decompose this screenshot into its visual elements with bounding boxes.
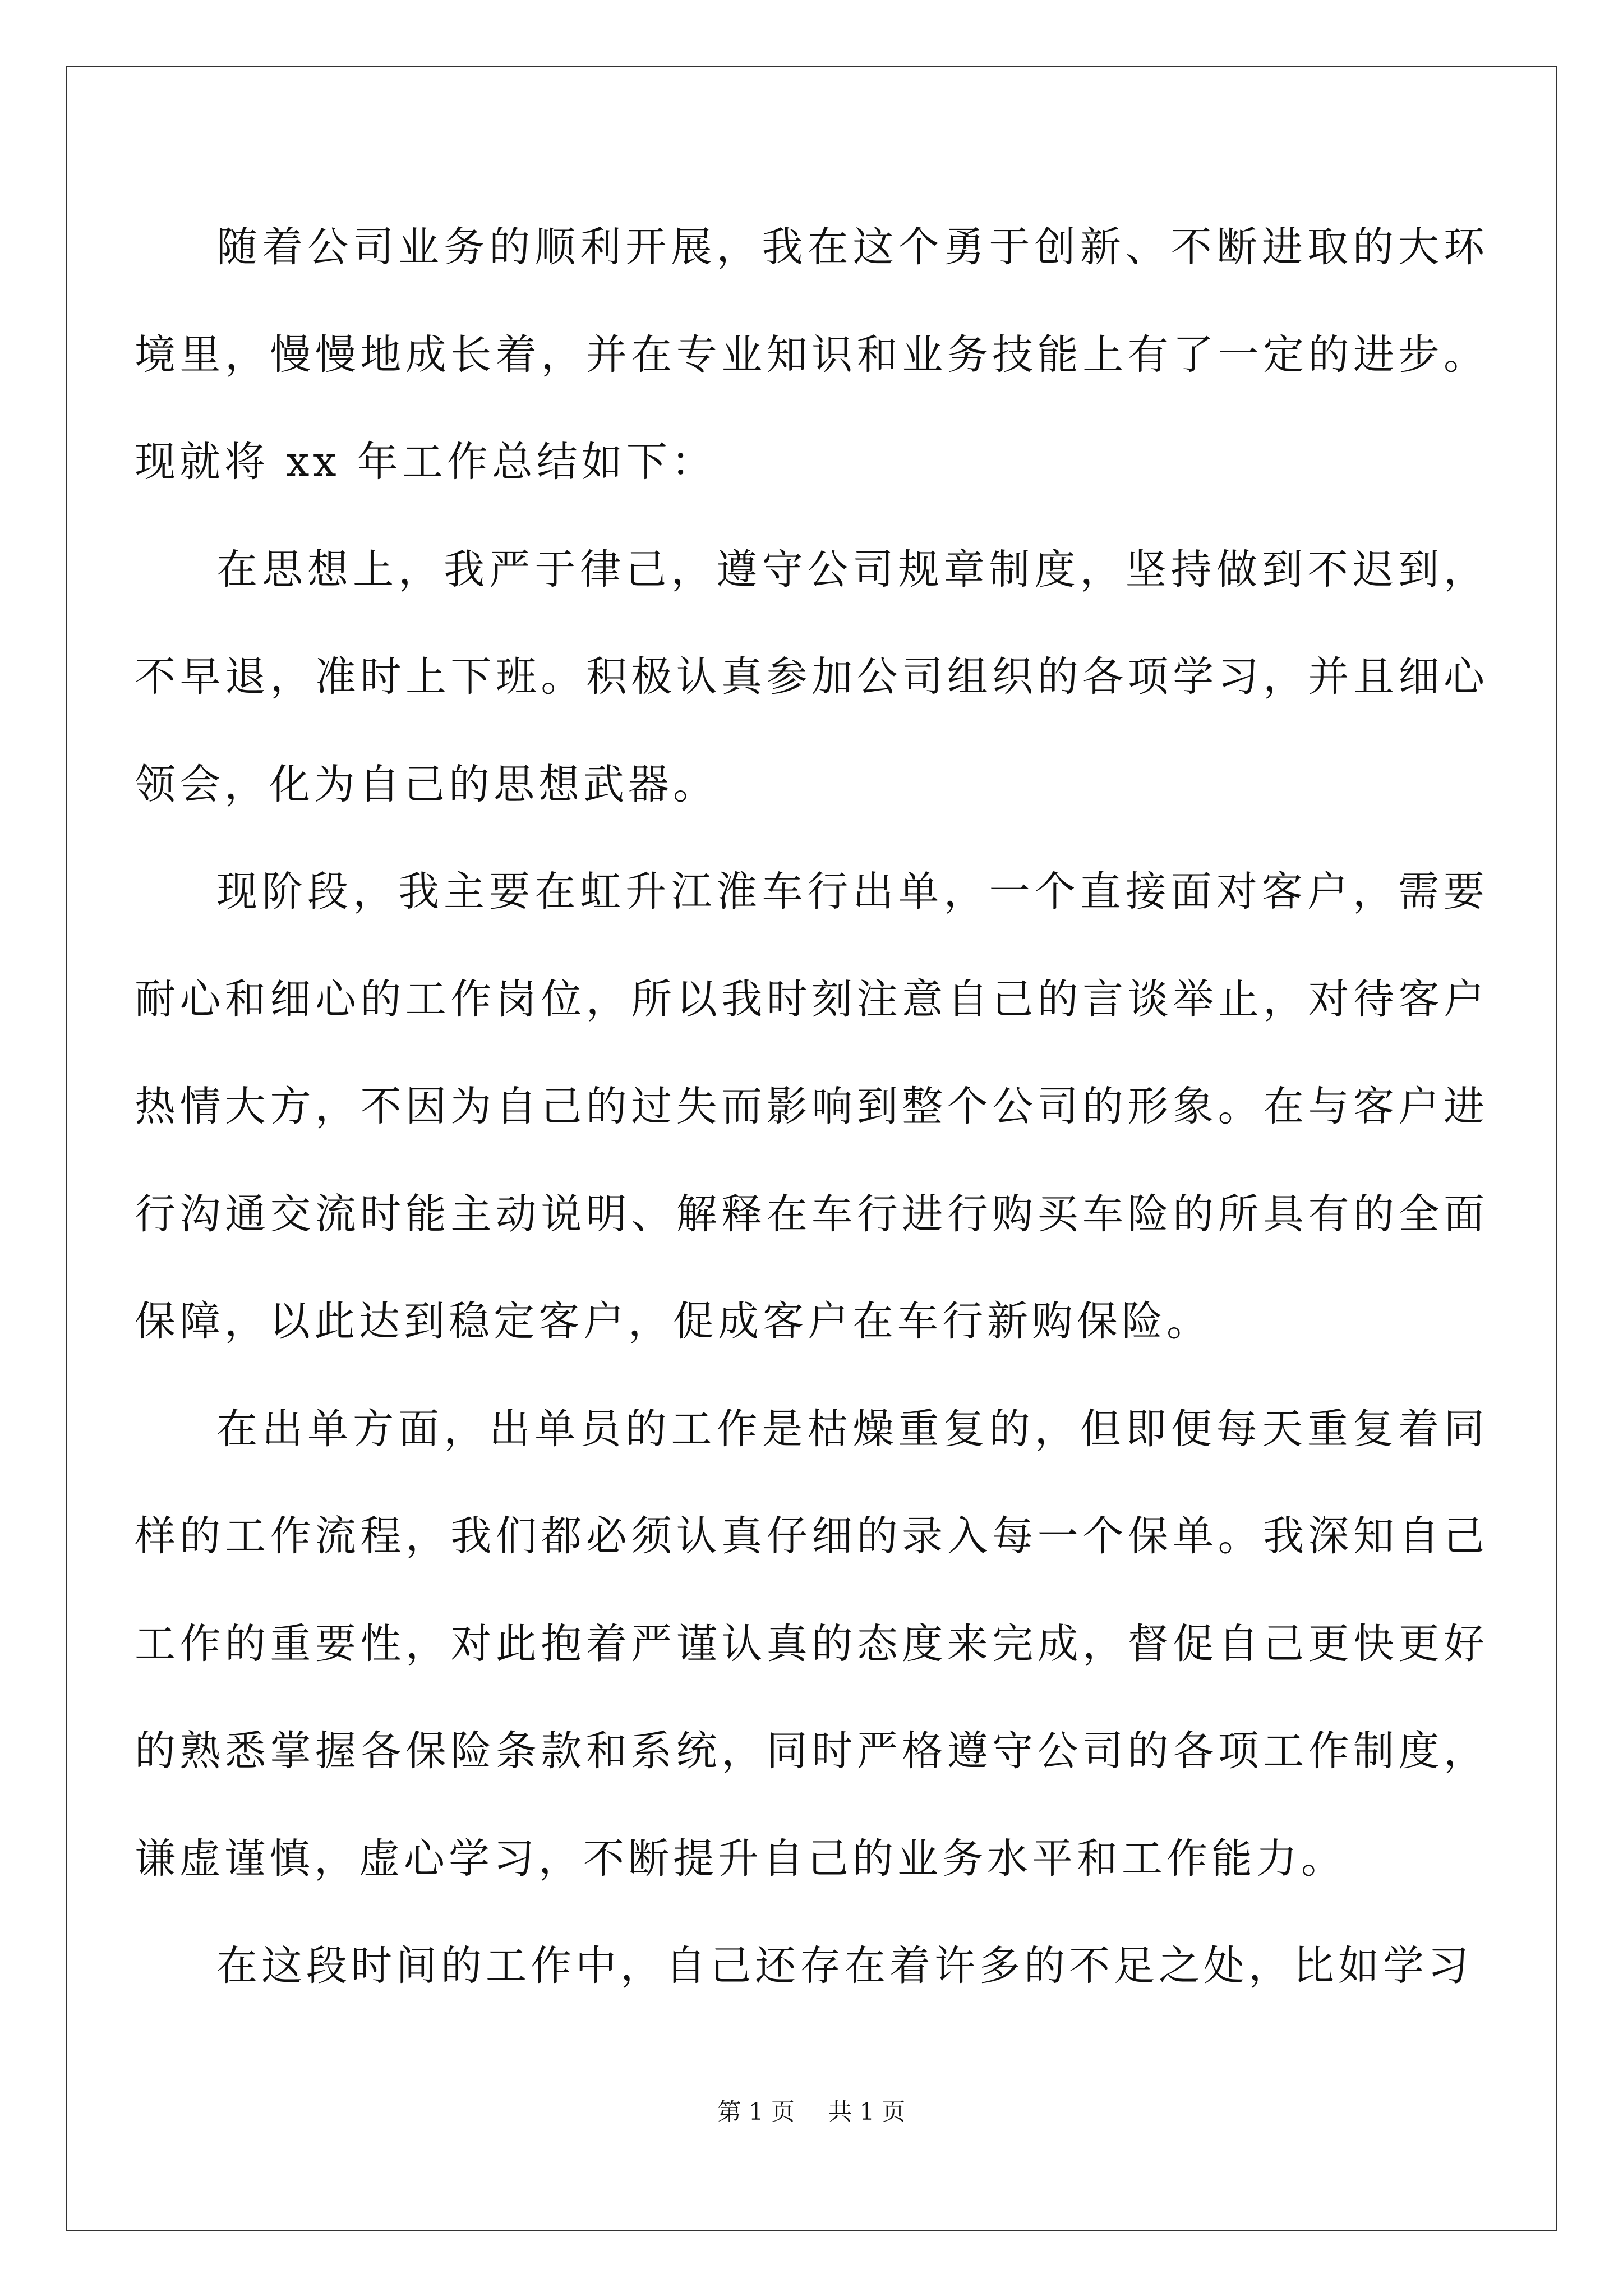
paragraph-5: 在这段时间的工作中，自己还存在着许多的不足之处，比如学习 bbox=[216, 1942, 1473, 1990]
document-body bbox=[135, 194, 1488, 2020]
page-footer bbox=[0, 2098, 1623, 2126]
page-total: 共 1 页 bbox=[828, 2098, 906, 2125]
paragraph-2: 在思想上，我严于律己，遵守公司规章制度，坚持做到不迟到，不早退，准时上下班。积极认真参加公司组织的各项学习，并且细心领会，化为自己的思想武器。 bbox=[135, 545, 1488, 808]
paragraph-1: 随着公司业务的顺利开展，我在这个勇于创新、不断进取的大环境里，慢慢地成长着，并在专业知识和业务技能上有了一定的进步。现就将 xx 年工作总结如下： bbox=[135, 223, 1488, 486]
paragraph-4: 在出单方面，出单员的工作是枯燥重复的，但即便每天重复着同样的工作流程，我们都必须认真仔细的录入每一个保单。我深知自己工作的重要性，对此抱着严谨认真的态度来完成，督促自己更快更好的熟悉掌握各保险条款和系统，同时严格遵守公司的各项工作制度，谦虚谨慎，虚心学习，不断提升自己的业务水平和工作能力。 bbox=[135, 1405, 1488, 1883]
page-number: 第 1 页 bbox=[717, 2098, 795, 2125]
paragraph-3: 现阶段，我主要在虹升江淮车行出单，一个直接面对客户，需要耐心和细心的工作岗位，所以我时刻注意自己的言谈举止，对待客户热情大方，不因为自己的过失而影响到整个公司的形象。在与客户进行沟通交流时能主动说明、解释在车行进行购买车险的所具有的全面保障，以此达到稳定客户，促成客户在车行新购保险。 bbox=[135, 868, 1488, 1345]
